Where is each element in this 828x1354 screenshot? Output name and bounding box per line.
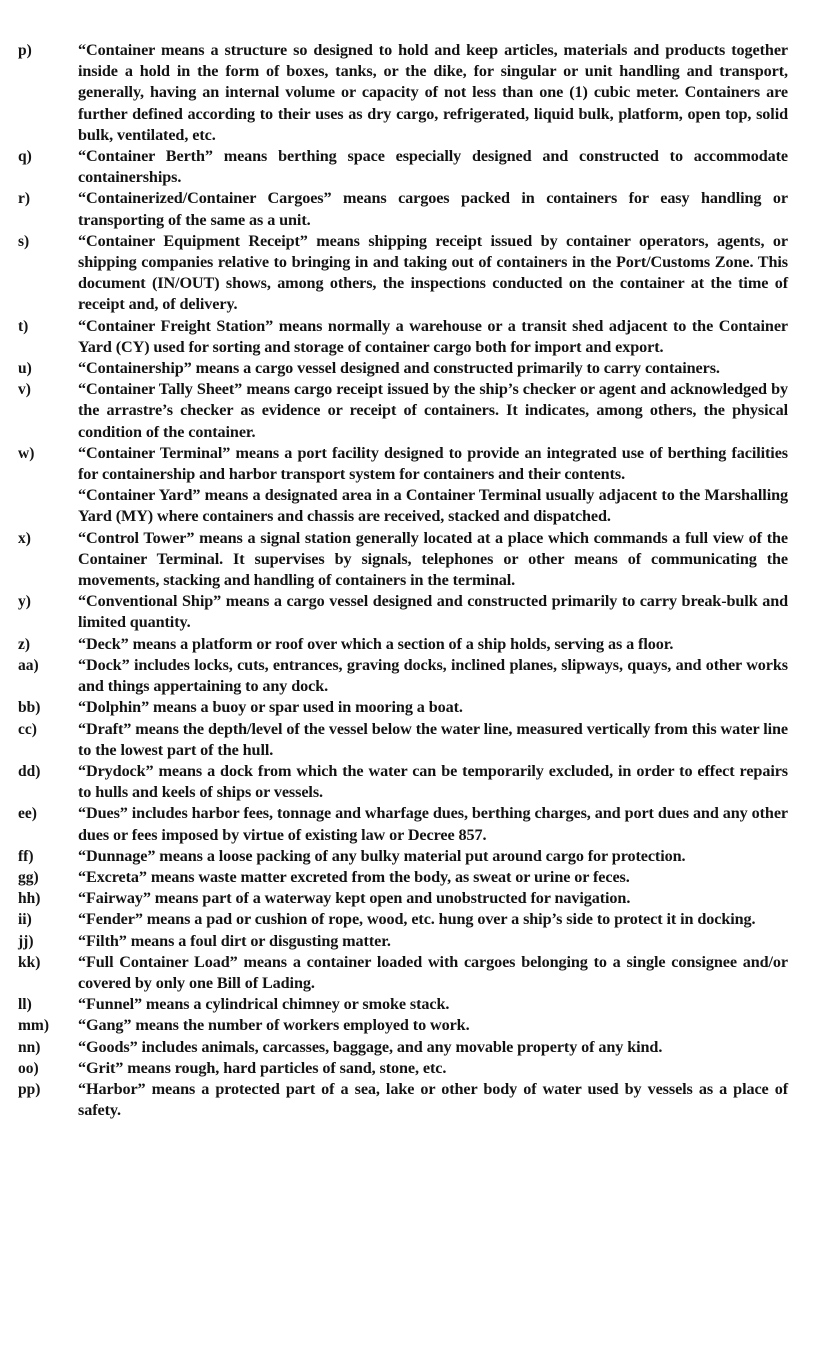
definition-text: “Goods” includes animals, carcasses, baggage, and any movable property of any kind. (78, 1037, 663, 1056)
definition-item (18, 146, 788, 188)
item-label: t) (18, 317, 29, 335)
definition-text: “Deck” means a platform or roof over which a section of a ship holds, serving as a floor. (78, 634, 674, 653)
definition-item (18, 803, 788, 845)
item-label: y) (18, 593, 31, 611)
definition-text: “Grit” means rough, hard particles of sand, stone, etc. (78, 1058, 447, 1077)
definitions-list (18, 40, 788, 1121)
item-label: nn) (18, 1038, 41, 1056)
definition-item (18, 443, 788, 485)
definition-text: “Conventional Ship” means a cargo vessel designed and constructed primarily to carry break-bulk and limited quantity. (78, 592, 788, 632)
definition-text: “Filth” means a foul dirt or disgusting matter. (78, 931, 391, 950)
definition-text: “Fairway” means part of a waterway kept open and unobstructed for navigation. (78, 889, 631, 908)
definition-item (18, 358, 788, 379)
definition-text: “Dock” includes locks, cuts, entrances, graving docks, inclined planes, slipways, quays, and other works and things appertaining to any dock. (78, 655, 788, 696)
item-label: ee) (18, 805, 37, 823)
definition-text: “Container Yard” means a designated area in a Container Terminal usually adjacent to the Marshalling Yard (MY) where containers and chassis are received, stacked and dispatched. (78, 486, 788, 526)
definition-item (18, 591, 788, 633)
item-label: s) (18, 232, 30, 250)
definition-text: “Container Terminal” means a port facility designed to provide an integrated use of berthing facilities for containership and harbor transport system for containers and their contents. (78, 443, 788, 484)
definition-text: “Full Container Load” means a container loaded with cargoes belonging to a single consignee and/or covered by only one Bill of Lading. (78, 952, 788, 992)
item-label: aa) (18, 656, 39, 674)
definition-item (18, 379, 788, 443)
item-label: q) (18, 148, 32, 166)
definition-text: “Container means a structure so designed to hold and keep articles, materials and products together inside a hold in the form of boxes, tanks, or the dike, for singular or unit handling and transport, generally, having an internal volume or capacity of not less than one (1) cubic meter. Containers are further defined according to their uses as dry cargo, refrigerated, liquid bulk, platform, open top, solid bulk, ventilated, etc. (78, 41, 788, 144)
definition-item (18, 316, 788, 358)
item-label: kk) (18, 953, 41, 971)
item-label: w) (18, 444, 35, 462)
definition-text: “Container Berth” means berthing space especially designed and constructed to accommodate containerships. (78, 147, 788, 187)
item-label: v) (18, 381, 31, 399)
definition-text: “Dues” includes harbor fees, tonnage and wharfage dues, berthing charges, and port dues and any other dues or fees imposed by virtue of existing law or Decree 857. (78, 804, 788, 844)
definition-item (18, 40, 788, 146)
definition-text: “Containership” means a cargo vessel designed and constructed primarily to carry containers. (78, 359, 720, 378)
item-label: oo) (18, 1059, 39, 1077)
definition-item (18, 761, 788, 803)
item-label: pp) (18, 1080, 41, 1098)
item-label: u) (18, 360, 32, 378)
definition-item (18, 909, 788, 930)
item-label: x) (18, 529, 31, 547)
item-label: jj) (18, 932, 34, 950)
definition-item (18, 634, 788, 655)
definition-text: “Harbor” means a protected part of a sea, lake or other body of water used by vessels as a place of safety. (78, 1079, 788, 1120)
definition-item (18, 994, 788, 1015)
definition-text: “Dolphin” means a buoy or spar used in mooring a boat. (78, 698, 463, 717)
item-label: cc) (18, 720, 37, 738)
definition-item (18, 1079, 788, 1121)
item-label: ff) (18, 847, 34, 865)
item-label: z) (18, 635, 31, 653)
definition-item (18, 1015, 788, 1036)
definition-item (18, 719, 788, 761)
definition-text: “Container Tally Sheet” means cargo receipt issued by the ship’s checker or agent and acknowledged by the arrastre’s checker as evidence or receipt of containers. It indicates, among others, the physical condition of the container. (78, 380, 788, 441)
item-label: r) (18, 190, 31, 208)
item-label: p) (18, 42, 32, 59)
item-label: ll) (18, 996, 32, 1014)
definition-item (18, 485, 788, 527)
definition-item (18, 528, 788, 592)
item-label: mm) (18, 1017, 49, 1035)
definition-item (18, 188, 788, 230)
definition-text: “Excreta” means waste matter excreted from the body, as sweat or urine or feces. (78, 867, 630, 886)
definition-item (18, 888, 788, 909)
definition-item (18, 846, 788, 867)
definition-item (18, 867, 788, 888)
definition-item (18, 231, 788, 316)
item-label: bb) (18, 699, 41, 717)
definition-text: “Drydock” means a dock from which the water can be temporarily excluded, in order to effect repairs to hulls and keels of ships or vessels. (78, 761, 788, 802)
definition-item (18, 697, 788, 718)
definition-item (18, 1058, 788, 1079)
definition-item (18, 931, 788, 952)
definition-text: “Container Equipment Receipt” means shipping receipt issued by container operators, agents, or shipping companies relative to bringing in and taking out of containers in the Port/Customs Zone. This document (IN/OUT) shows, among others, the inspections conducted on the container at the time of receipt and, of delivery. (78, 231, 788, 314)
definition-item (18, 952, 788, 994)
item-label: ii) (18, 911, 32, 929)
item-label: dd) (18, 762, 41, 780)
definition-text: “Containerized/Container Cargoes” means cargoes packed in containers for easy handling or transporting of the same as a unit. (78, 189, 788, 229)
definition-text: “Container Freight Station” means normally a warehouse or a transit shed adjacent to the Container Yard (CY) used for sorting and storage of container cargo both for import and export. (78, 316, 788, 356)
definition-text: “Dunnage” means a loose packing of any bulky material put around cargo for protection. (78, 846, 686, 865)
definition-text: “Fender” means a pad or cushion of rope, wood, etc. hung over a ship’s side to protect it in docking. (78, 910, 756, 929)
definition-text: “Draft” means the depth/level of the vessel below the water line, measured vertically from this water line to the lowest part of the hull. (78, 719, 788, 759)
definition-item (18, 1037, 788, 1058)
item-label: gg) (18, 868, 39, 886)
item-label: hh) (18, 890, 41, 908)
definition-text: “Funnel” means a cylindrical chimney or smoke stack. (78, 995, 450, 1014)
definition-text: “Gang” means the number of workers employed to work. (78, 1016, 470, 1035)
definition-item (18, 655, 788, 697)
definition-text: “Control Tower” means a signal station generally located at a place which commands a full view of the Container Terminal. It supervises by signals, telephones or other means of communicating the movements, stacking and handling of containers in the terminal. (78, 528, 788, 590)
